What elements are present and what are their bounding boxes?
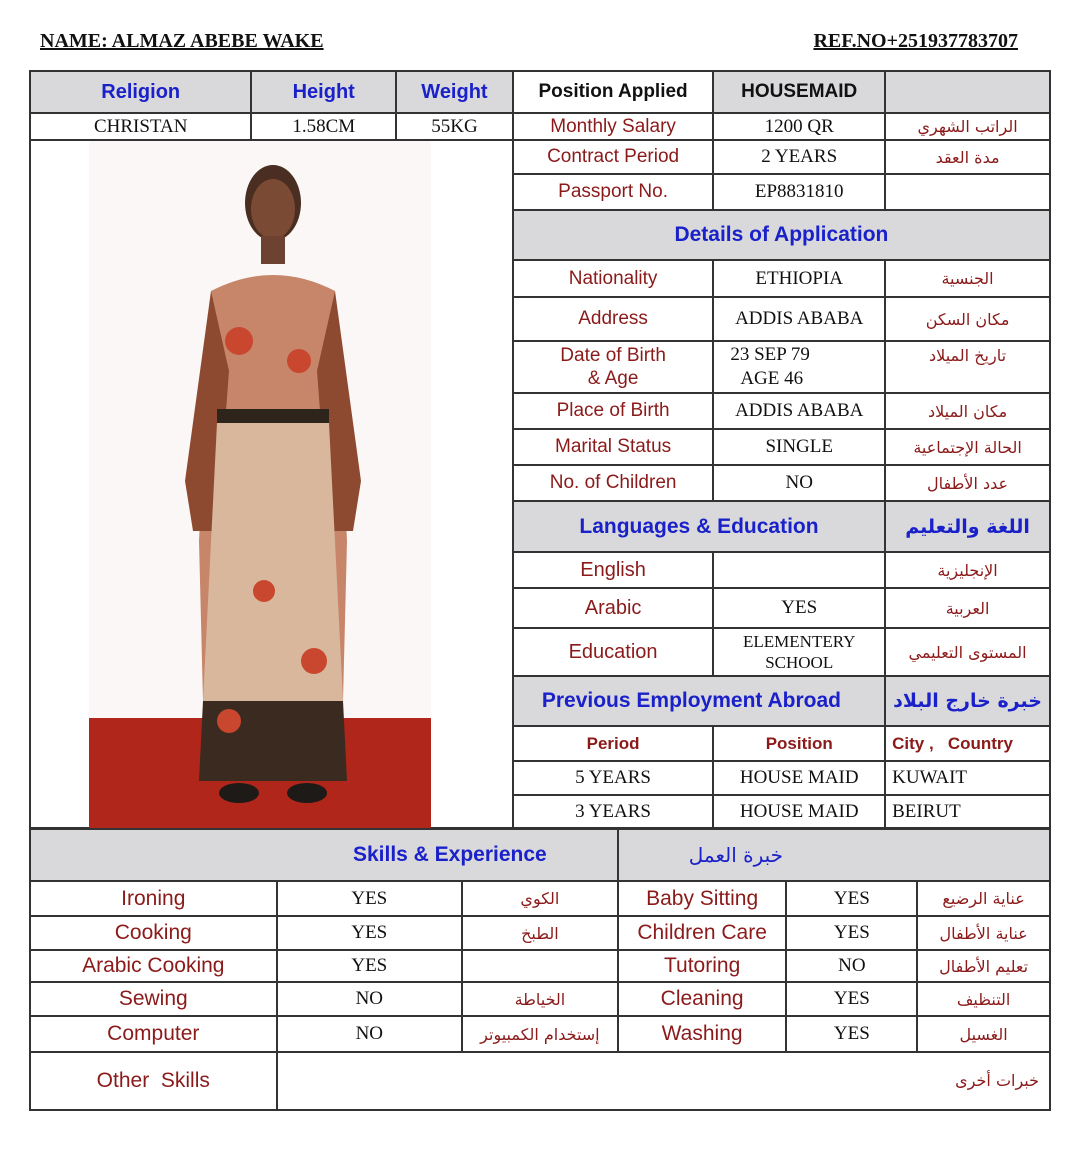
skill-label: Tutoring [618,950,787,982]
application-table [29,70,1051,829]
address-label: Address [513,297,713,341]
skill-ar: عناية الأطفال [917,916,1050,950]
skill-value: YES [277,950,463,982]
languages-title: Languages & Education [513,501,885,552]
languages-title-ar: اللغة والتعليم [885,501,1050,552]
dob-label [513,341,713,393]
skill-ar: عناية الرضيع [917,881,1050,916]
applicant-name: NAME: ALMAZ ABEBE WAKE [40,30,324,52]
skill-value: NO [277,982,463,1016]
arabic-ar: العربية [885,588,1050,628]
dob-value [713,341,885,393]
photo-cell [30,140,513,828]
skill-label: Computer [30,1016,277,1052]
passport-label: Passport No. [513,174,713,210]
skills-title: Skills & Experience [30,829,618,881]
employment-period: 3 YEARS [513,795,713,828]
skill-label: Arabic Cooking [30,950,277,982]
employment-place: BEIRUT [885,795,1050,828]
english-ar: الإنجليزية [885,552,1050,588]
skill-label: Cleaning [618,982,787,1016]
education-value-line1: ELEMENTERY [743,632,856,651]
position-header: Position [713,726,885,761]
employment-position: HOUSE MAID [713,795,885,828]
children-ar: عدد الأطفال [885,465,1050,501]
passport-value: EP8831810 [713,174,885,210]
skill-value: YES [786,881,917,916]
education-label: Education [513,628,713,676]
position-applied-ar [885,71,1050,113]
skill-value: NO [786,950,917,982]
education-value [713,628,885,676]
skill-label: Baby Sitting [618,881,787,916]
skill-value: YES [786,1016,917,1052]
employment-place: KUWAIT [885,761,1050,795]
skills-table [29,828,1051,1111]
height-header: Height [251,71,396,113]
applicant-photo [89,141,431,831]
skill-value: YES [277,881,463,916]
employment-title: Previous Employment Abroad [513,676,885,726]
salary-ar: الراتب الشهري [885,113,1050,140]
children-label: No. of Children [513,465,713,501]
employment-title-ar: خبرة خارج البلاد [885,676,1050,726]
height-value: 1.58CM [251,113,396,140]
employment-position: HOUSE MAID [713,761,885,795]
education-ar: المستوى التعليمي [885,628,1050,676]
city-country-header: City , Country [885,726,1050,761]
religion-header: Religion [30,71,251,113]
birthplace-ar: مكان الميلاد [885,393,1050,429]
skill-ar: الغسيل [917,1016,1050,1052]
employment-period: 5 YEARS [513,761,713,795]
contract-label: Contract Period [513,140,713,174]
skill-label: Washing [618,1016,787,1052]
age-value: AGE 46 [740,368,804,389]
birthplace-value: ADDIS ABABA [713,393,885,429]
dob-date: 23 SEP 79 [730,344,810,365]
english-label: English [513,552,713,588]
religion-value: CHRISTAN [30,113,251,140]
weight-header: Weight [396,71,513,113]
address-value: ADDIS ABABA [713,297,885,341]
birthplace-label: Place of Birth [513,393,713,429]
weight-value: 55KG [396,113,513,140]
reference-number: REF.NO+251937783707 [813,30,1018,52]
skill-ar: الخياطة [462,982,618,1016]
details-title: Details of Application [513,210,1050,260]
skill-value: NO [277,1016,463,1052]
salary-value: 1200 QR [713,113,885,140]
passport-ar [885,174,1050,210]
period-header: Period [513,726,713,761]
skill-ar: إستخدام الكمبيوتر [462,1016,618,1052]
position-applied-label: Position Applied [513,71,713,113]
arabic-value: YES [713,588,885,628]
skill-ar: الكوي [462,881,618,916]
skill-ar [462,950,618,982]
skill-value: YES [786,982,917,1016]
skill-ar: التنظيف [917,982,1050,1016]
dob-label-line2: & Age [587,368,639,389]
skill-label: Ironing [30,881,277,916]
dob-label-line1: Date of Birth [560,345,666,366]
arabic-label: Arabic [513,588,713,628]
other-skills-label: Other Skills [30,1052,277,1110]
other-skills-ar: خبرات أخرى [955,1071,1039,1090]
english-value [713,552,885,588]
skill-ar: تعليم الأطفال [917,950,1050,982]
skill-ar: الطبخ [462,916,618,950]
contract-value: 2 YEARS [713,140,885,174]
position-applied-value: HOUSEMAID [713,71,885,113]
salary-label: Monthly Salary [513,113,713,140]
nationality-ar: الجنسية [885,260,1050,297]
nationality-value: ETHIOPIA [713,260,885,297]
skills-title-ar: خبرة العمل [618,829,1050,881]
skill-value: YES [786,916,917,950]
other-skills-value [277,1052,1050,1110]
skill-label: Cooking [30,916,277,950]
skill-label: Sewing [30,982,277,1016]
marital-value: SINGLE [713,429,885,465]
marital-label: Marital Status [513,429,713,465]
nationality-label: Nationality [513,260,713,297]
address-ar: مكان السكن [885,297,1050,341]
skill-label: Children Care [618,916,787,950]
children-value: NO [713,465,885,501]
dob-ar: تاريخ الميلاد [885,341,1050,393]
skill-value: YES [277,916,463,950]
marital-ar: الحالة الإجتماعية [885,429,1050,465]
contract-ar: مدة العقد [885,140,1050,174]
education-value-line2: SCHOOL [765,653,834,672]
